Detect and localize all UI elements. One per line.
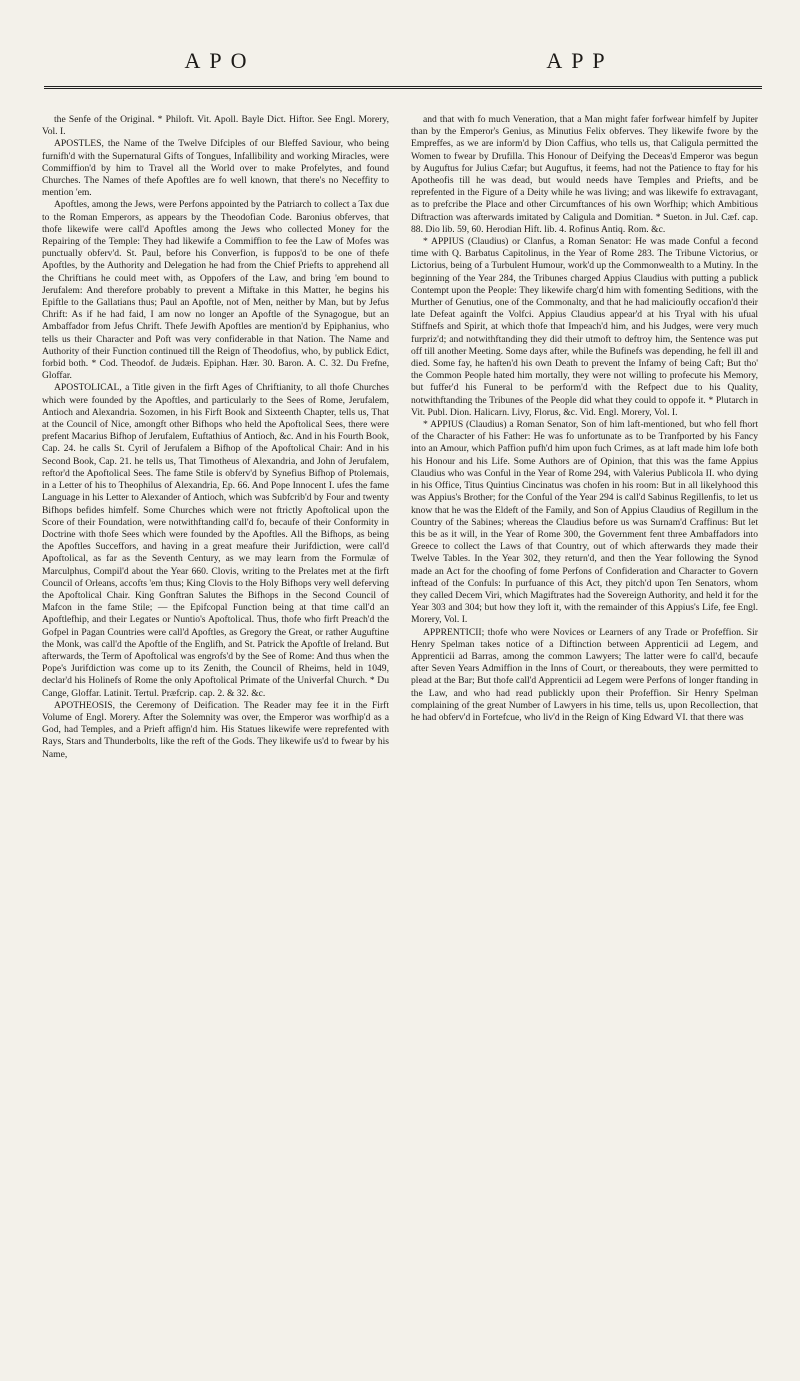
header-left: APO — [184, 48, 256, 73]
paragraph: the Senfe of the Original. * Philoft. Vit. Apoll. Bayle Dict. Hiftor. See Engl. Morery, Vol. I. — [42, 114, 389, 138]
paragraph: APOSTLES, the Name of the Twelve Difciples of our Bleffed Saviour, who being furnifh'd with the Supernatural Gifts of Tongues, Infallibility and working Miracles, were Commiffion'd by him to Travel all the World over to make Profelytes, and found Churches. The Names of thefe Apoftles are fo well known, that there's no Neceffity to mention 'em. — [42, 138, 389, 199]
page-body — [42, 114, 758, 1364]
header-right: APP — [546, 48, 614, 73]
paragraph: APOSTOLICAL, a Title given in the firft Ages of Chriftianity, to all thofe Churches which were founded by the Apoftles, and particularly to the Sees of Rome, Jerufalem, Antioch and Alexandria. Sozomen, in his Firft Book and Sixteenth Chapter, tells us, That at the Council of Nice, amongft other Bifhops who held the Apoftolical Sees, there were prefent Macarius Bifhop of Jerufalem, Euftathius of Antioch, &c. And in his Fourth Book, Cap. 24. he calls St. Cyril of Jerufalem a Bifhop of the Apoftolical Chair: And in his Second Book, Cap. 21. he tells us, That Timotheus of Alexandria, and John of Jerufalem, reftor'd the Apoftolical Sees. The fame Stile is obferv'd by Synefius Bifhop of Ptolemais, in a Letter of his to Theophilus of Alexandria, Ep. 66. And Pope Innocent I. ufes the fame Language in his Letter to Alexander of Antioch, which was Subfcrib'd by Four and twenty Bifhops befides himfelf. Some Churches which were not ftrictly Apoftolical upon the Score of their Foundation, were notwithftanding call'd fo, becaufe of their Conformity in Doctrine with thofe Sees which were founded by the Apoftles. All the Bifhops, as being the Apoftles Succeffors, and having in a great meafure their Jurifdiction, were call'd Apoftolical, as far as the Seventh Century, as we may learn from the Formulæ of Marculphus, Compil'd about the Year 660. Clovis, writing to the Prelates met at the firft Council of Orleans, accofts 'em thus; King Clovis to the Holy Bifhops very well deferving the Apoftolical Chair. King Gonftran Salutes the Bifhops in the Second Council of Mafcon in the fame Stile; — the Epifcopal Function being at that time call'd an Apoftlefhip, and their Legates or Nuntio's Apoftolical. Thus, thofe who firft Preach'd the Gofpel in Pagan Countries were call'd Apoftles, as Gregory the Great, or rather Auguftine the Monk, was call'd the Apoftle of the Englifh, and St. Patrick the Apoftle of Ireland. But afterwards, the Term of Apoftolical was engrofs'd by the See of Rome: And thus when the Pope's Jurifdiction was come up to its Zenith, the Council of Rheims, held in 1049, declar'd his Holinefs of Rome the only Apoftolical Primate of the Univerfal Church. * Du Cange, Gloffar. Latinit. Tertul. Præfcrip. cap. 2. & 32. &c. — [42, 382, 389, 699]
header-rule — [44, 86, 762, 89]
left-column — [42, 114, 389, 1364]
running-header — [40, 48, 760, 82]
paragraph: Apoftles, among the Jews, were Perfons appointed by the Patriarch to collect a Tax due to the Roman Emperors, as appears by the Theodofian Code. Baronius obferves, that thofe likewife were call'd Apoftles among the Jews who collected Money for the Repairing of the Temple: They had likewife a Commiffion to fee the Law of Mofes was punctually obferv'd. St. Paul, before his Converfion, is fuppos'd to be one of thefe Apoftles, by the Authority and Delegation he had from the Chief Priefts to apprehend all the Chriftians he could meet with, as Oppofers of the Law, and bring 'em bound to Jerufalem: And therefore probably to prevent a Miftake in this Matter, he begins his Epiftle to the Gallatians thus; Paul an Apoftle, not of Men, neither by Man, but by Jefus Chrift: As if he had faid, I am now no longer an Apoftle of the Synagogue, but an Ambaffador from Jefus Chrift. Thefe Jewifh Apoftles are mention'd by Epiphanius, who tells us their Character and Poft was very confiderable in that Nation. The Name and Authority of their Function continued till the Reign of Theodofius, who, by publick Edict, forbid both. * Cod. Theodof. de Judæis. Epiphan. Hær. 30. Baron. A. C. 32. Du Frefne, Gloffar. — [42, 199, 389, 382]
paragraph: APPRENTICII; thofe who were Novices or Learners of any Trade or Profeffion. Sir Henry Spelman takes notice of a Diftinction between Apprenticii ad Legem, and Apprenticii ad Barras, among the common Lawyers; The latter were fo call'd, becaufe after Seven Years Admiffion in the Inns of Court, or thereabouts, they were permitted to plead at the Bar; But thofe call'd Apprenticii ad Legem were Perfons of longer ftanding in the Law, and who had read publickly upon their Profeffion. Sir Henry Spelman complaining of the great Number of Lawyers in his time, tells us, upon Recollection, that he had obferv'd in Fortefcue, who liv'd in the Reign of King Edward VI. that there was — [411, 626, 758, 723]
right-column — [411, 114, 758, 1364]
paragraph: APOTHEOSIS, the Ceremony of Deification. The Reader may fee it in the Firft Volume of Engl. Morery. After the Solemnity was over, the Emperor was worfhip'd as a God, had Temples, and a Prieft affign'd him. His Statues likewife were reprefented with Rays, Stars and Thunderbolts, like the reft of the Gods. They likewife us'd to fwear by his Name, — [42, 699, 389, 760]
paragraph: and that with fo much Veneration, that a Man might fafer forfwear himfelf by Jupiter than by the Emperor's Genius, as Minutius Felix obferves. They likewife fwore by the Empreffes, as we are inform'd by Dion Caffius, who tells us, that Caligula permitted the Women to fwear by Drufilla. This Honour of Deifying the Deceas'd Emperor was begun by Auguftus for Julius Cæfar; but Auguftus, it feems, had not the Patience to ftay for his Apotheofis till he was dead, but would needs have Temples and Priefts, and be reprefented in the Figure of a Deity while he was living; and was likewife fo extravagant, as to prefcribe the Place and other Circumftances of his own Worfhip; which Ambitious Diftraction was afterwards imitated by Caligula and Domitian. * Sueton. in Jul. Cæf. cap. 88. Dio lib. 59, 60. Herodian Hift. lib. 4. Rofinus Antiq. Rom. &c. — [411, 114, 758, 235]
paragraph: * APPIUS (Claudius) or Clanfus, a Roman Senator: He was made Conful a fecond time with Q. Barbatus Capitolinus, in the Year of Rome 283. The Tribune Victorius, or Lictorius, being of a Turbulent Humour, work'd up the Commonwealth to a Mutiny. In the beginning of the Year 284, the Tribunes charged Appius Claudius with putting a publick Contempt upon the People: They likewife charg'd him with fomenting Seditions, with the Murther of Genutius, one of the Commonalty, and that he had malicioufly occafion'd their late Defeat againft the Volfci. Appius Claudius appear'd at his Tryal with his ufual Stiffnefs and Spirit, at which thofe that Impeach'd him, and his Judges, were very much furpriz'd; and notwithftanding they did their utmoft to deftroy him, the Sentence was put off till another Meeting. Some days after, while the Bufinefs was depending, he fell ill and died. Some fay, he haften'd his own Death to prevent the Infamy of being Caft; But tho' the Common People hated him mortally, they were not willing to profecute his Memory, but fuffer'd his Funeral to be perform'd with the Refpect due to his Quality, notwithftanding the Tribunes of the People did what they could to oppofe it. * Plutarch in Vit. Publ. Dion. Halicarn. Livy, Florus, &c. Vid. Engl. Morery, Vol. I. — [411, 236, 758, 418]
paragraph: * APPIUS (Claudius) a Roman Senator, Son of him laft-mentioned, but who fell fhort of the Character of his Father: He was fo unfortunate as to be Tranfported by his Fancy into an Amour, which Paffion pufh'd him upon fuch Crimes, as at laft made him lofe both his Honour and his Life. Some Authors are of Opinion, that this was the fame Appius Claudius who was Conful in the Year of Rome 294, with Valerius Publicola II. who dying in his Office, Titus Quintius Cincinatus was chofen in his room: But in all likelyhood this was Appius's Brother; for the Conful of the Year 294 is call'd Sabinus Regillenfis, to let us know that he was the Eldeft of the Family, and Son of Appius Claudius of Regillum in the Country of the Sabines; whereas the Claudius before us was Surnam'd Craffinus: But let this be as it will, in the Year of Rome 300, the Government fent three Ambaffadors into Greece to collect the Laws of that Country, out of which afterwards they made their Twelve Tables. In the Year 302, they return'd, and then the Year following the Synod made an Act for the choofing of fome Perfons of Confideration and Character to Govern inftead of the Confuls: In purfuance of this Act, they pitch'd upon Ten Senators, whom they called Decem Viri, which Magiftrates had the Sovereign Authority, and held it for the Year 303 and 304; but how they loft it, with the remainder of this Appius's Life, fee Engl. Morery, Vol. I. — [411, 419, 758, 626]
